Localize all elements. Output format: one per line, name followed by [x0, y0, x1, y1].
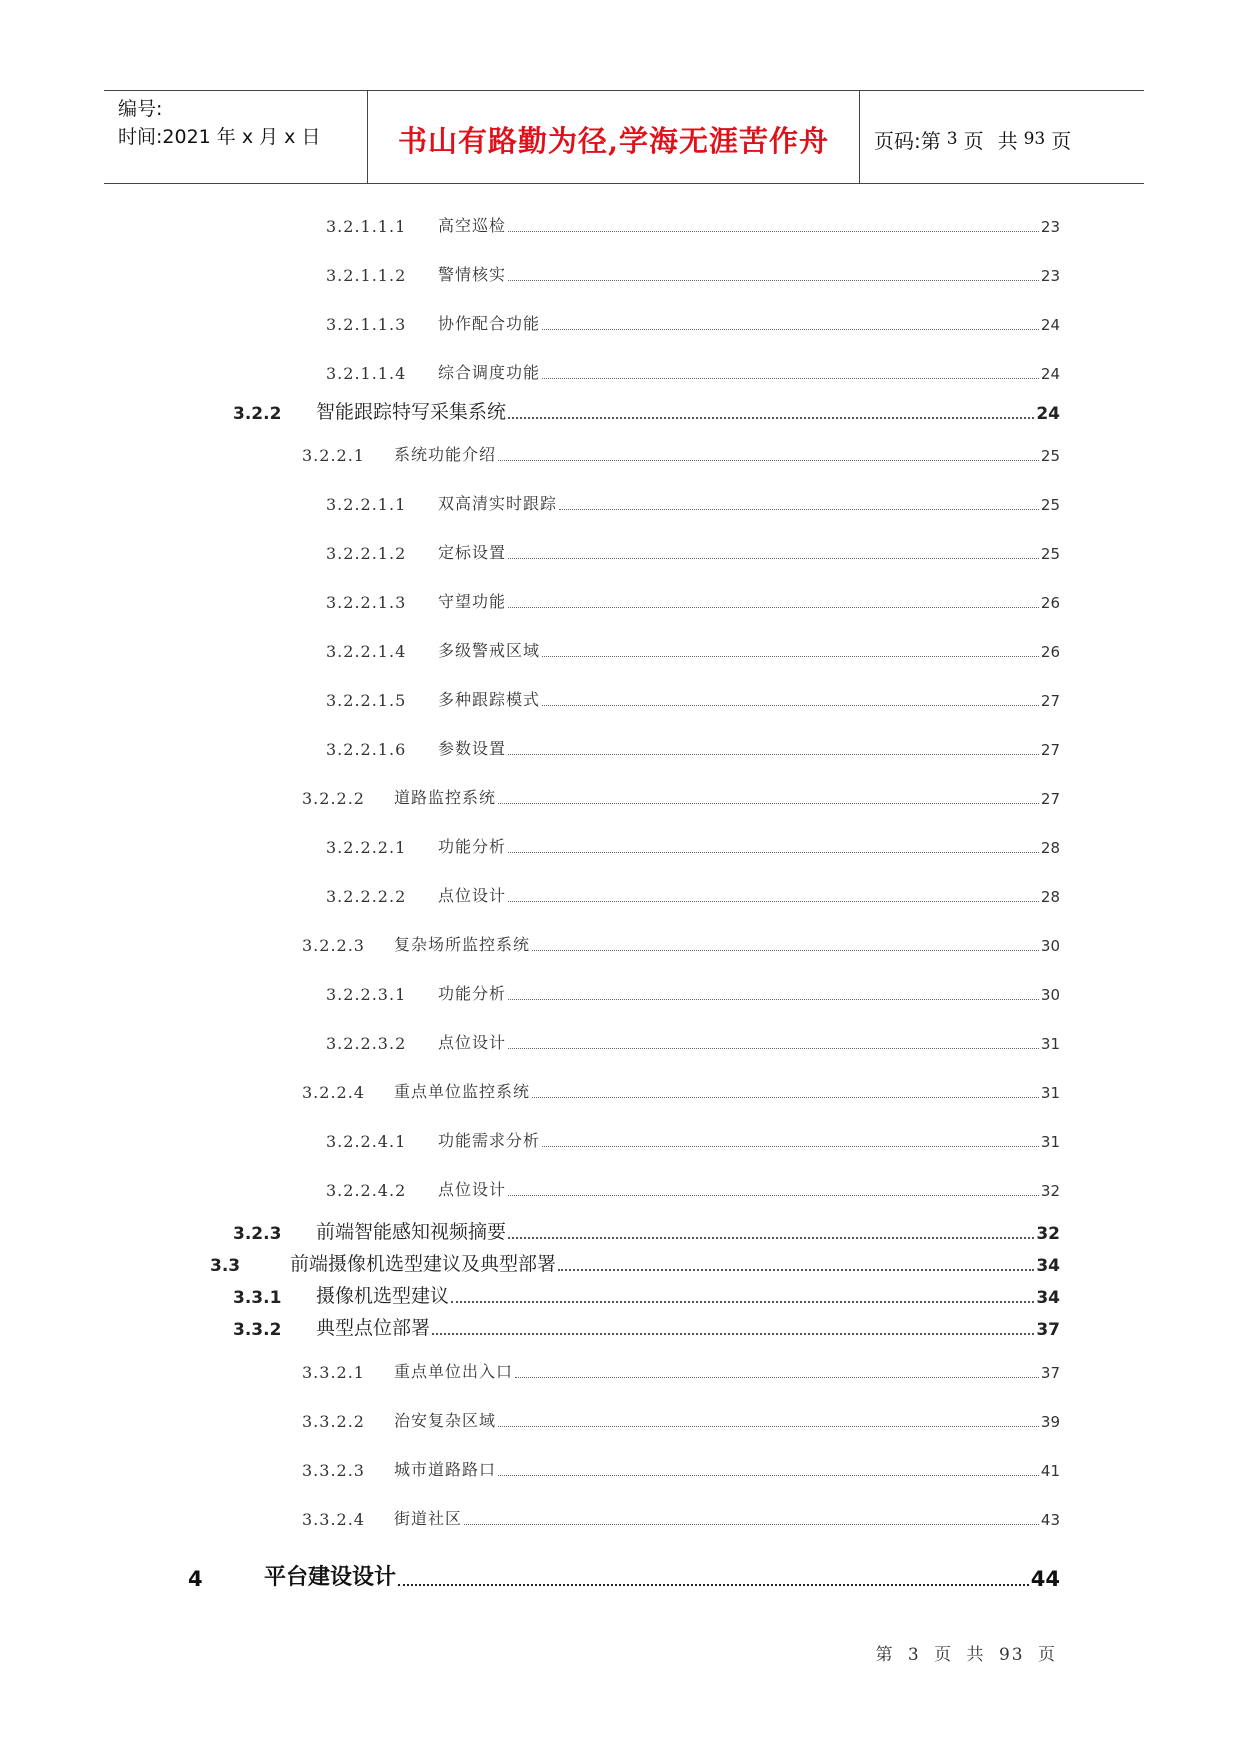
toc-title: 功能分析	[438, 984, 507, 1003]
header-meta	[104, 91, 368, 183]
toc-title-line	[394, 1457, 1060, 1480]
toc-number: 3.2.2.1.4	[326, 642, 407, 661]
toc-entry[interactable]	[0, 1407, 1241, 1433]
toc-title: 治安复杂区域	[394, 1411, 497, 1430]
toc-entry[interactable]	[0, 1456, 1241, 1482]
toc-dot-leader	[508, 901, 1039, 902]
toc-title: 双高清实时跟踪	[438, 494, 558, 513]
toc-number: 3.2.1.1.4	[326, 364, 407, 383]
toc-title: 重点单位出入口	[394, 1362, 514, 1381]
header-page-number	[860, 91, 1144, 183]
toc-entry[interactable]	[0, 1078, 1241, 1104]
footer-prefix: 第	[875, 1645, 895, 1665]
toc-dot-leader	[398, 1584, 1029, 1586]
toc-entry[interactable]	[0, 1029, 1241, 1055]
toc-page-number: 37	[1040, 1364, 1060, 1382]
toc-title: 综合调度功能	[438, 363, 541, 382]
toc-dot-leader	[508, 852, 1039, 853]
toc-dot-leader	[451, 1301, 1034, 1303]
toc-entry[interactable]	[0, 1127, 1241, 1153]
toc-dot-leader	[558, 1269, 1034, 1271]
toc-entry[interactable]	[0, 1316, 1241, 1342]
toc-number: 3.2.2.1.1	[326, 495, 407, 514]
toc-entry[interactable]	[0, 1567, 1241, 1593]
page-current: 3	[946, 129, 958, 149]
toc-page-number: 30	[1040, 986, 1060, 1004]
toc-page-number: 31	[1040, 1133, 1060, 1151]
toc-title-line	[438, 213, 1060, 236]
toc-title-line	[394, 442, 1060, 465]
toc-dot-leader	[498, 1426, 1039, 1427]
toc-number: 3.2.2.3.2	[326, 1034, 407, 1053]
toc-entry[interactable]	[0, 359, 1241, 385]
toc-dot-leader	[515, 1377, 1039, 1378]
toc-number: 3.2.2	[233, 404, 282, 424]
toc-title-line	[438, 1030, 1060, 1053]
toc-title: 点位设计	[438, 1180, 507, 1199]
toc-title-line	[438, 262, 1060, 285]
footer-suffix: 页	[1038, 1645, 1057, 1665]
footer-total-prefix: 共	[966, 1645, 986, 1665]
toc-page-number: 26	[1040, 643, 1060, 661]
toc-page-number: 25	[1040, 545, 1060, 563]
toc-title-line	[438, 491, 1060, 514]
toc-number: 3.3	[210, 1256, 241, 1276]
toc-title: 功能需求分析	[438, 1131, 541, 1150]
toc-number: 3.2.2.3	[302, 936, 365, 955]
toc-number: 3.3.2.3	[302, 1461, 365, 1480]
toc-entry[interactable]	[0, 212, 1241, 238]
toc-number: 3.2.2.4	[302, 1083, 365, 1102]
toc-dot-leader	[508, 754, 1039, 755]
toc-title: 系统功能介绍	[394, 445, 497, 464]
toc-number: 3.2.2.1.2	[326, 544, 407, 563]
toc-title-line	[394, 1359, 1060, 1382]
header-motto: 书山有路勤为径,学海无涯苦作舟	[368, 91, 860, 183]
toc-title-line	[438, 981, 1060, 1004]
toc-page-number: 23	[1040, 267, 1060, 285]
toc-number: 3.3.1	[233, 1288, 282, 1308]
toc-entry[interactable]	[0, 931, 1241, 957]
toc-page-number: 25	[1040, 447, 1060, 465]
toc-title: 点位设计	[438, 886, 507, 905]
toc-title: 街道社区	[394, 1509, 463, 1528]
toc-dot-leader	[542, 329, 1039, 330]
toc-entry[interactable]	[0, 441, 1241, 467]
toc-dot-leader	[542, 705, 1039, 706]
toc-title: 高空巡检	[438, 216, 507, 235]
footer-total: 93	[998, 1645, 1025, 1665]
toc-title-line	[290, 1249, 1060, 1276]
toc-title-line	[394, 1506, 1060, 1529]
toc-title: 复杂场所监控系统	[394, 935, 531, 954]
toc-title: 城市道路路口	[394, 1460, 497, 1479]
toc-title-line	[316, 1281, 1060, 1308]
toc-entry[interactable]	[0, 539, 1241, 565]
toc-number: 3.2.2.4.2	[326, 1181, 407, 1200]
toc-dot-leader	[508, 417, 1034, 419]
page-header	[104, 90, 1144, 184]
toc-title-line	[438, 1177, 1060, 1200]
toc-dot-leader	[508, 280, 1039, 281]
toc-number: 3.3.2.2	[302, 1412, 365, 1431]
footer-current: 3	[907, 1645, 921, 1665]
toc-entry[interactable]	[0, 1220, 1241, 1246]
toc-title: 定标设置	[438, 543, 507, 562]
toc-title-line	[438, 883, 1060, 906]
toc-page-number: 31	[1040, 1084, 1060, 1102]
toc-title-line	[438, 736, 1060, 759]
toc-page-number: 41	[1040, 1462, 1060, 1480]
toc-dot-leader	[542, 656, 1039, 657]
toc-dot-leader	[559, 509, 1039, 510]
toc-title-line	[394, 785, 1060, 808]
toc-title: 摄像机选型建议	[316, 1285, 450, 1307]
toc-dot-leader	[542, 378, 1039, 379]
toc-entry[interactable]	[0, 1358, 1241, 1384]
toc-title: 重点单位监控系统	[394, 1082, 531, 1101]
toc-title-line	[394, 1079, 1060, 1102]
toc-dot-leader	[508, 1195, 1039, 1196]
toc-title: 典型点位部署	[316, 1317, 431, 1339]
page-footer	[873, 1640, 1061, 1665]
toc-title-line	[316, 397, 1060, 424]
toc-page-number: 43	[1040, 1511, 1060, 1529]
toc-number: 3.2.2.3.1	[326, 985, 407, 1004]
toc-number: 3.2.2.1	[302, 446, 365, 465]
toc-number: 3.2.1.1.3	[326, 315, 407, 334]
toc-dot-leader	[464, 1524, 1039, 1525]
toc-dot-leader	[532, 1097, 1039, 1098]
toc-entry[interactable]	[0, 400, 1241, 426]
toc-number: 3.3.2.4	[302, 1510, 365, 1529]
toc-dot-leader	[542, 1146, 1039, 1147]
toc-dot-leader	[432, 1333, 1034, 1335]
toc-entry[interactable]	[0, 490, 1241, 516]
toc-number: 3.3.2	[233, 1320, 282, 1340]
toc-number: 3.2.2.2.2	[326, 887, 407, 906]
toc-dot-leader	[508, 607, 1039, 608]
page-mid: 页	[963, 128, 984, 153]
page-total: 93	[1023, 129, 1046, 149]
toc-page-number: 24	[1040, 365, 1060, 383]
toc-page-number: 25	[1040, 496, 1060, 514]
toc-entry[interactable]	[0, 686, 1241, 712]
toc-title-line	[438, 311, 1060, 334]
toc-title-line	[316, 1313, 1060, 1340]
toc-page-number: 32	[1036, 1224, 1060, 1244]
toc-number: 3.2.2.4.1	[326, 1132, 407, 1151]
toc-number: 3.2.1.1.1	[326, 217, 407, 236]
toc-dot-leader	[498, 803, 1039, 804]
toc-title: 平台建设设计	[264, 1565, 397, 1590]
toc-entry[interactable]	[0, 1176, 1241, 1202]
toc-entry[interactable]	[0, 637, 1241, 663]
toc-page-number: 23	[1040, 218, 1060, 236]
toc-title-line	[438, 834, 1060, 857]
toc-page-number: 30	[1040, 937, 1060, 955]
toc-entry[interactable]	[0, 882, 1241, 908]
toc-title: 道路监控系统	[394, 788, 497, 807]
toc-page-number: 37	[1036, 1320, 1060, 1340]
toc-number: 4	[188, 1567, 203, 1591]
toc-title: 参数设置	[438, 739, 507, 758]
toc-number: 3.2.2.2.1	[326, 838, 407, 857]
date-label: 时间:2021 年 x 月 x 日	[118, 126, 321, 148]
toc-page-number: 31	[1040, 1035, 1060, 1053]
toc-page-number: 34	[1036, 1256, 1060, 1276]
page-total-prefix: 共	[997, 128, 1018, 153]
toc-title-line	[394, 932, 1060, 955]
serial-label: 编号:	[118, 98, 163, 120]
toc-number: 3.2.3	[233, 1224, 282, 1244]
toc-entry[interactable]	[0, 1252, 1241, 1278]
toc-page-number: 24	[1036, 404, 1060, 424]
toc-dot-leader	[498, 460, 1039, 461]
toc-page-number: 26	[1040, 594, 1060, 612]
toc-title-line	[438, 360, 1060, 383]
toc-title-line	[438, 589, 1060, 612]
page-prefix: 页码:第	[874, 128, 941, 153]
toc-page-number: 27	[1040, 692, 1060, 710]
footer-mid: 页	[934, 1645, 954, 1665]
toc-dot-leader	[508, 1237, 1034, 1239]
toc-page-number: 34	[1036, 1288, 1060, 1308]
toc-entry[interactable]	[0, 784, 1241, 810]
toc-entry[interactable]	[0, 1284, 1241, 1310]
toc-page-number: 28	[1040, 888, 1060, 906]
toc-title: 前端摄像机选型建议及典型部署	[290, 1253, 557, 1275]
toc-title-line	[438, 638, 1060, 661]
toc-number: 3.2.2.1.5	[326, 691, 407, 710]
toc-number: 3.2.2.1.3	[326, 593, 407, 612]
toc-dot-leader	[508, 558, 1039, 559]
toc-dot-leader	[532, 950, 1039, 951]
toc-title-line	[438, 687, 1060, 710]
toc-entry[interactable]	[0, 261, 1241, 287]
toc-number: 3.2.2.1.6	[326, 740, 407, 759]
toc-title: 智能跟踪特写采集系统	[316, 401, 507, 423]
toc-title: 功能分析	[438, 837, 507, 856]
toc-entry[interactable]	[0, 735, 1241, 761]
toc-entry[interactable]	[0, 980, 1241, 1006]
toc-title: 前端智能感知视频摘要	[316, 1221, 507, 1243]
toc-number: 3.3.2.1	[302, 1363, 365, 1382]
toc-page-number: 44	[1030, 1567, 1060, 1591]
toc-dot-leader	[508, 999, 1039, 1000]
toc-entry[interactable]	[0, 310, 1241, 336]
toc-title: 点位设计	[438, 1033, 507, 1052]
toc-title: 协作配合功能	[438, 314, 541, 333]
toc-title-line	[316, 1217, 1060, 1244]
toc-entry[interactable]	[0, 588, 1241, 614]
toc-page-number: 27	[1040, 790, 1060, 808]
toc-title-line	[264, 1560, 1060, 1591]
toc-dot-leader	[508, 1048, 1039, 1049]
toc-title: 多级警戒区域	[438, 641, 541, 660]
toc-entry[interactable]	[0, 833, 1241, 859]
toc-title-line	[438, 540, 1060, 563]
toc-page-number: 24	[1040, 316, 1060, 334]
page-suffix: 页	[1051, 128, 1072, 153]
toc-page-number: 28	[1040, 839, 1060, 857]
toc-title: 守望功能	[438, 592, 507, 611]
toc-dot-leader	[498, 1475, 1039, 1476]
toc-entry[interactable]	[0, 1505, 1241, 1531]
toc-page-number: 32	[1040, 1182, 1060, 1200]
toc-number: 3.2.1.1.2	[326, 266, 407, 285]
toc-dot-leader	[508, 231, 1039, 232]
toc-page-number: 39	[1040, 1413, 1060, 1431]
toc-title: 警情核实	[438, 265, 507, 284]
toc-title: 多种跟踪模式	[438, 690, 541, 709]
toc-page-number: 27	[1040, 741, 1060, 759]
toc-title-line	[438, 1128, 1060, 1151]
toc-title-line	[394, 1408, 1060, 1431]
toc-number: 3.2.2.2	[302, 789, 365, 808]
